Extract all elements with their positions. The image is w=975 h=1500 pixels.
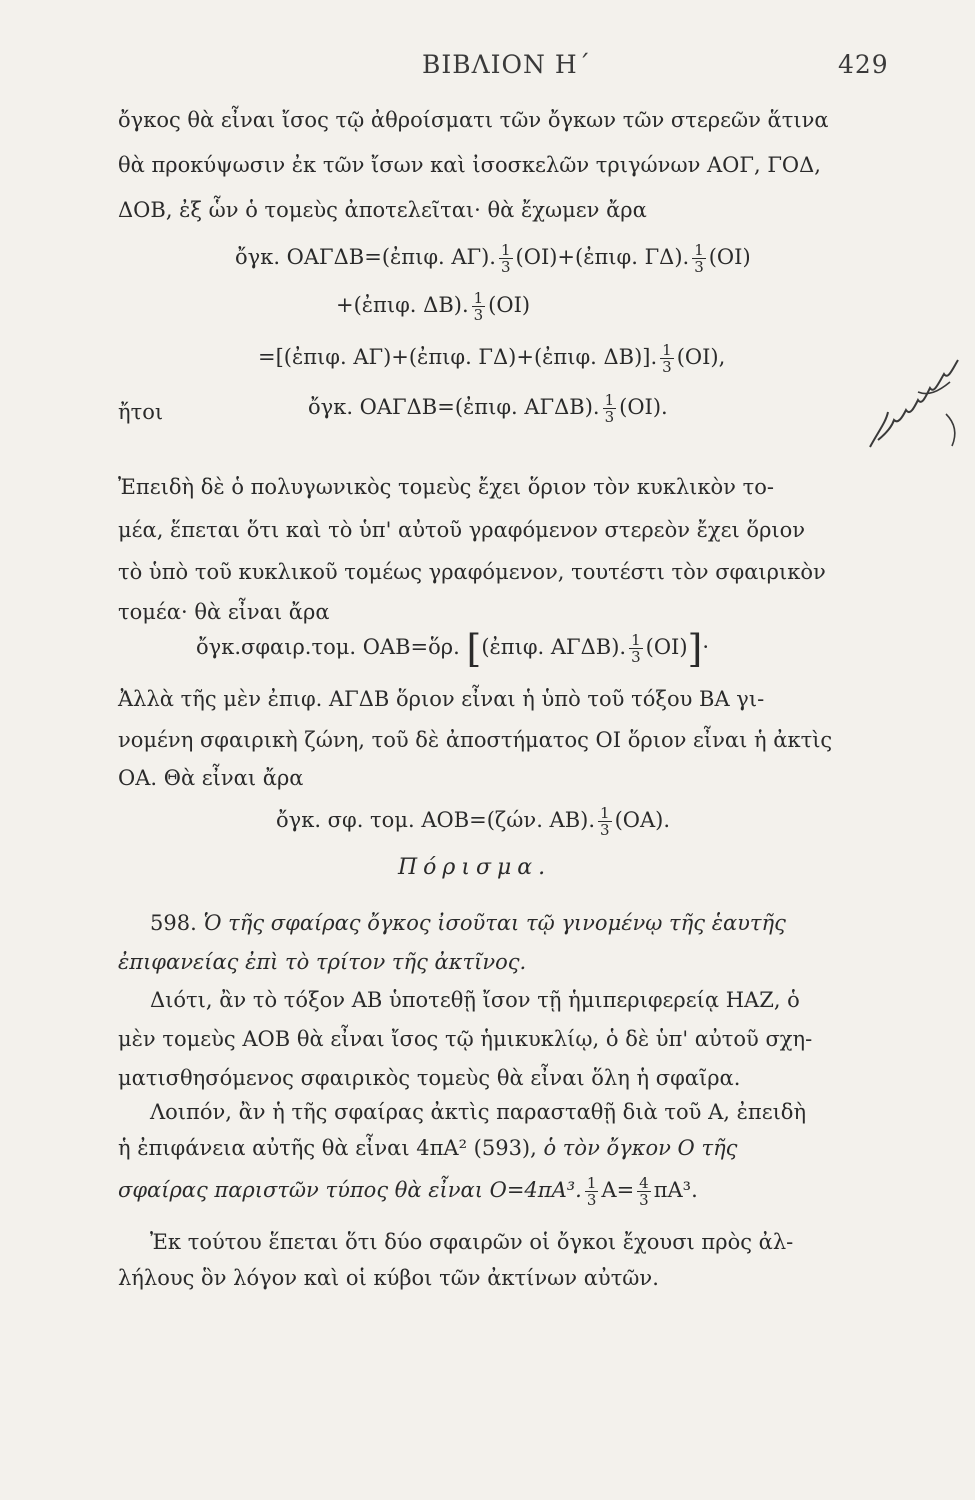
fraction: $\frac{1}{3}$	[586, 1174, 597, 1209]
text-line: μὲν τομεὺς ΑΟΒ θὰ εἶναι ἴσος τῷ ἡμικυκλίῳ, ὁ δὲ ὑπ' αὐτοῦ σχη-	[118, 1027, 813, 1051]
text-line: λήλους ὃν λόγον καὶ οἱ κύβοι τῶν ἀκτίνων αὐτῶν.	[118, 1266, 659, 1290]
corollary-title: Πόρισμα.	[398, 855, 552, 880]
text-line: ματισθησόμενος σφαιρικὸς τομεὺς θὰ εἶναι ὅλη ἡ σφαῖρα.	[118, 1066, 741, 1090]
bracket: [	[466, 627, 482, 671]
equation: ὄγκ. σφ. τομ. ΑΟΒ=(ζών. ΑΒ). $\frac{1}{3}$ (ΟΑ).	[276, 804, 671, 839]
text-line: Ἐπειδὴ δὲ ὁ πολυγωνικὸς τομεὺς ἔχει ὅριον τὸν κυκλικὸν το-	[118, 475, 774, 499]
fraction: $\frac{4}{3}$	[639, 1174, 649, 1209]
text-line: Διότι, ἂν τὸ τόξον ΑΒ ὑποτεθῇ ἴσον τῇ ἡμιπεριφερείᾳ ΗΑΖ, ὁ	[150, 988, 800, 1012]
text-line: τὸ ὑπὸ τοῦ κυκλικοῦ τομέως γραφόμενον, τουτέστι τὸν σφαιρικὸν	[118, 560, 826, 584]
bracket: ]	[687, 627, 703, 671]
equation: =[(ἐπιφ. ΑΓ)+(ἐπιφ. ΓΔ)+(ἐπιφ. ΔΒ)]. $\frac{1}{3}$ (ΟΙ),	[258, 341, 726, 376]
equation-label: ἤτοι	[118, 400, 164, 424]
page-number: 429	[838, 50, 889, 79]
text-line: θὰ προκύψωσιν ἐκ τῶν ἴσων καὶ ἰσοσκελῶν τριγώνων ΑΟΓ, ΓΟΔ,	[118, 153, 821, 177]
text-line: Ἐκ τούτου ἕπεται ὅτι δύο σφαιρῶν οἱ ὄγκοι ἔχουσι πρὸς ἀλ-	[150, 1230, 794, 1254]
text-line: ΔΟΒ, ἐξ ὧν ὁ τομεὺς ἀποτελεῖται· θὰ ἔχωμεν ἄρα	[118, 198, 647, 222]
equation: ὄγκ.σφαιρ.τομ. ΟΑΒ=ὅρ. [(ἐπιφ. ΑΓΔΒ). $\frac{1}{3}$ (ΟΙ)]·	[196, 627, 710, 671]
text-line: Ἀλλὰ τῆς μὲν ἐπιφ. ΑΓΔΒ ὅριον εἶναι ἡ ὑπὸ τοῦ τόξου ΒΑ γι-	[118, 687, 765, 711]
equation: ὄγκ. ΟΑΓΔΒ=(ἐπιφ. ΑΓΔΒ). $\frac{1}{3}$ (ΟΙ).	[308, 391, 668, 426]
text-line: σφαίρας παριστῶν τύπος θὰ εἶναι Ο=4πΑ³. $\frac{1}{3}$ Α= $\frac{4}{3}$ πΑ³.	[118, 1174, 698, 1209]
text-line: 598. Ὁ τῆς σφαίρας ὄγκος ἰσοῦται τῷ γινομένῳ τῆς ἑαυτῆς	[150, 911, 786, 935]
equation: ὄγκ. ΟΑΓΔΒ=(ἐπιφ. ΑΓ). $\frac{1}{3}$ (ΟΙ)+(ἐπιφ. ΓΔ). $\frac{1}{3}$ (ΟΙ)	[235, 241, 751, 276]
fraction: $\frac{1}{3}$	[694, 241, 704, 276]
equation: +(ἐπιφ. ΔΒ). $\frac{1}{3}$ (ΟΙ)	[336, 289, 531, 324]
fraction: $\frac{1}{3}$	[631, 631, 641, 666]
text-line: νομένη σφαιρικὴ ζώνη, τοῦ δὲ ἀποστήματος ΟΙ ὅριον εἶναι ἡ ἀκτὶς	[118, 728, 833, 752]
text-line: μέα, ἕπεται ὅτι καὶ τὸ ὑπ' αὐτοῦ γραφόμενον στερεὸν ἔχει ὅριον	[118, 518, 806, 542]
fraction: $\frac{1}{3}$	[604, 391, 615, 426]
handwritten-signature	[858, 352, 968, 462]
fraction: $\frac{1}{3}$	[662, 341, 672, 376]
fraction: $\frac{1}{3}$	[473, 289, 484, 324]
text-line: ἡ ἐπιφάνεια αὐτῆς θὰ εἶναι 4πΑ² (593), ὁ τὸν ὄγκον Ο τῆς	[118, 1136, 738, 1160]
text-line: τομέα· θὰ εἶναι ἄρα	[118, 600, 330, 624]
text-line: ὄγκος θὰ εἶναι ἴσος τῷ ἀθροίσματι τῶν ὄγκων τῶν στερεῶν ἅτινα	[118, 108, 829, 132]
fraction: $\frac{1}{3}$	[500, 241, 511, 276]
running-header: ΒΙΒΛΙΟΝ Η΄	[422, 50, 592, 79]
text-line: ἐπιφανείας ἐπὶ τὸ τρίτον τῆς ἀκτῖνος.	[118, 950, 527, 974]
text-line: ΟΑ. Θὰ εἶναι ἄρα	[118, 766, 304, 790]
fraction: $\frac{1}{3}$	[600, 804, 610, 839]
text-line: Λοιπόν, ἂν ἡ τῆς σφαίρας ἀκτὶς παρασταθῇ διὰ τοῦ Α, ἐπειδὴ	[150, 1100, 807, 1124]
